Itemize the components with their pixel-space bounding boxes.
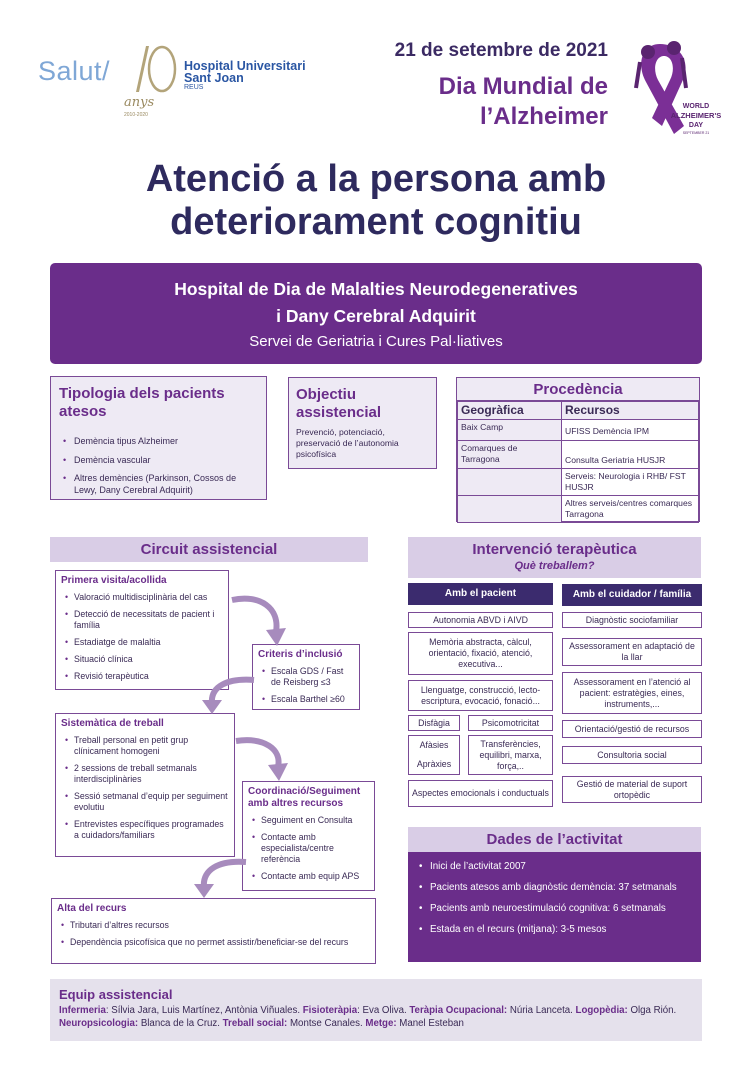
event-name-line2: l’Alzheimer — [479, 103, 608, 130]
equip-label: Treball social: — [222, 1017, 288, 1029]
tipologia-box — [50, 376, 267, 500]
ribbon-day-text: DAY — [688, 122, 704, 129]
criteris-box — [252, 644, 360, 710]
equip-names: : Sílvia Jara, Luis Martínez, Antònia Viñuales. — [105, 1005, 303, 1016]
list-item: • Escala GDS / Fast de Reisberg ≤3 — [258, 666, 354, 688]
ribbon-alzheimers-text: ALZHEIMER'S — [670, 111, 722, 120]
list-item: • Dependència psicofísica que no permet assistir/beneficiar-se del recurs — [57, 937, 370, 948]
cuidador-item: Assessorament en adaptació de la llar — [562, 638, 702, 666]
page-title-line2: deteriorament cognitiu — [170, 201, 582, 243]
table-cell: Altres serveis/centres comarques Tarragona — [562, 496, 699, 523]
list-item: • Sessió setmanal d’equip per seguiment evolutiu — [61, 791, 229, 813]
pacient-disfagia: Disfàgia — [408, 715, 460, 731]
curved-arrow-icon — [230, 590, 290, 650]
list-item: • Entrevistes específiques programades a cuidadors/familiars — [61, 819, 229, 841]
cuidador-item: Consultoria social — [562, 746, 702, 764]
pacient-afasies: Afàsies — [419, 740, 449, 750]
unit-name-line2: i Dany Cerebral Adquirit — [276, 306, 476, 326]
table-cell — [458, 469, 562, 496]
pacient-afasies-apraxies — [408, 735, 460, 775]
dades-box — [408, 827, 701, 962]
procedencia-col-geografica: Geogràfica — [458, 402, 562, 420]
hospital-name-line2: Sant Joan — [184, 71, 244, 85]
primera-visita-box — [55, 570, 229, 690]
equip-names: Núria Lanceta. — [507, 1005, 576, 1016]
table-cell: Consulta Geriatria HUSJR — [562, 441, 699, 469]
list-item: • Contacte amb especialista/centre referència — [248, 832, 369, 865]
list-item: • Estadiatge de malaltia — [61, 637, 223, 648]
curved-arrow-icon — [188, 858, 250, 900]
tipologia-list — [59, 436, 258, 496]
table-cell: Baix Camp — [458, 420, 562, 441]
procedencia-table — [456, 377, 700, 522]
event-name-line1: Dia Mundial de — [438, 73, 608, 100]
list-item: • Demència vascular — [59, 455, 258, 467]
unit-banner — [50, 263, 702, 364]
hospital-name — [184, 60, 306, 84]
equip-box — [50, 979, 702, 1041]
list-item: • Tributari d’altres recursos — [57, 920, 370, 931]
unit-name-line1: Hospital de Dia de Malalties Neurodegeneratives — [174, 279, 578, 299]
objectiu-text: Prevenció, potenciació, preservació de l’autonomia psicofísica — [296, 427, 399, 459]
equip-names: Montse Canales. — [287, 1017, 366, 1029]
sistematica-list — [61, 735, 229, 841]
salut-logo-text: Salut/ — [38, 56, 111, 86]
hospital-name-line1: Hospital Universitari — [184, 59, 306, 73]
col-header-cuidador: Amb el cuidador / família — [562, 584, 702, 606]
alta-box — [51, 898, 376, 964]
equip-label: Metge: — [365, 1017, 397, 1029]
equip-names: Olga Rión. — [627, 1005, 677, 1016]
event-name — [360, 72, 608, 132]
tipologia-title: Tipologia dels pacients atesos — [59, 385, 225, 420]
col-header-pacient: Amb el pacient — [408, 583, 553, 605]
list-item: • Estada en el recurs (mitjana): 3-5 mesos — [416, 924, 693, 936]
list-item: • 2 sessions de treball setmanals interdisciplinàries — [61, 763, 229, 785]
intervencio-subtitle: Què treballem? — [514, 560, 595, 572]
procedencia-col-recursos: Recursos — [562, 402, 699, 420]
pacient-autonomia: Autonomia ABVD i AIVD — [408, 612, 553, 628]
list-item: • Pacients amb neuroestimulació cognitiva: 6 setmanals — [416, 903, 693, 915]
curved-arrow-icon — [234, 735, 294, 783]
coordinacio-title: Coordinació/Seguiment amb altres recursos — [248, 786, 361, 809]
list-item: • Seguiment en Consulta — [248, 815, 369, 826]
objectiu-box — [288, 377, 437, 469]
sistematica-box — [55, 713, 235, 857]
list-item: • Valoració multidisciplinària del cas — [61, 592, 223, 603]
primera-visita-list — [61, 592, 223, 682]
table-cell — [458, 496, 562, 523]
cuidador-item: Diagnòstic sociofamiliar — [562, 612, 702, 628]
table-cell: UFISS Demència IPM — [562, 420, 699, 441]
equip-names: Manel Esteban — [396, 1017, 464, 1029]
procedencia-grid — [457, 401, 699, 523]
cuidador-item: Orientació/gestió de recursos — [562, 720, 702, 738]
event-date: 21 de setembre de 2021 — [394, 40, 608, 61]
list-item: • Detecció de necessitats de pacient i família — [61, 609, 223, 631]
page-title-line1: Atenció a la persona amb — [145, 158, 607, 200]
list-item: • Situació clínica — [61, 654, 223, 665]
criteris-title: Criteris d’inclusió — [258, 649, 343, 660]
curved-arrow-icon — [198, 676, 258, 716]
equip-label: Logopèdia: — [575, 1005, 628, 1016]
ribbon-september-text: SEPTEMBER 21 — [682, 131, 710, 135]
criteris-list — [258, 666, 354, 705]
pacient-memoria: Memòria abstracta, càlcul, orientació, fixació, atenció, executiva... — [408, 632, 553, 675]
primera-visita-title: Primera visita/acollida — [61, 575, 167, 586]
alta-title: Alta del recurs — [57, 903, 127, 914]
cuidador-item: Assessorament en l’atenció al pacient: estratègies, eines, instruments,... — [562, 672, 702, 714]
coordinacio-box — [242, 781, 375, 891]
coordinacio-list — [248, 815, 369, 882]
ribbon-world-text: WORLD — [682, 103, 710, 110]
cuidador-item: Gestió de material de suport ortopèdic — [562, 776, 702, 803]
service-name: Servei de Geriatria i Cures Pal·liatives — [249, 333, 503, 350]
sistematica-title: Sistemàtica de treball — [61, 718, 164, 729]
circuit-title: Circuit assistencial — [50, 537, 368, 562]
alzheimer-ribbon-icon — [612, 34, 732, 150]
equip-label: Fisioteràpia — [302, 1005, 358, 1016]
list-item: • Revisió terapèutica — [61, 671, 223, 682]
equip-title: Equip assistencial — [59, 987, 173, 1002]
page-title — [0, 158, 752, 244]
procedencia-title: Procedència — [457, 378, 699, 401]
pacient-psicomotricitat: Psicomotricitat — [468, 715, 553, 731]
pacient-llenguatge: Llenguatge, construcció, lecto-escriptura, evocació, fonació... — [408, 680, 553, 711]
equip-label: Infermeria — [59, 1005, 106, 1016]
objectiu-title: Objectiu assistencial — [296, 386, 382, 421]
list-item: • Contacte amb equip APS — [248, 871, 369, 882]
table-cell: Serveis: Neurologia i RHB/ FST HUSJR — [562, 469, 699, 496]
intervencio-title: Intervenció terapèutica — [472, 541, 637, 558]
list-item: • Treball personal en petit grup clínicament homogeni — [61, 735, 229, 757]
alta-list — [57, 920, 370, 948]
list-item: • Altres demències (Parkinson, Cossos de Lewy, Dany Cerebral Adquirit) — [59, 473, 258, 496]
logo-years-text: 2010-2020 — [124, 112, 148, 118]
list-item: • Demència tipus Alzheimer — [59, 436, 258, 448]
list-item: • Inici de l’activitat 2007 — [416, 861, 693, 873]
list-item: • Escala Barthel ≥60 — [258, 694, 354, 705]
equip-names: : Eva Oliva. — [357, 1005, 410, 1016]
hospital-city: REUS — [184, 84, 204, 91]
intervencio-header — [408, 537, 701, 578]
dades-title: Dades de l’activitat — [408, 827, 701, 852]
equip-names: Blanca de la Cruz. — [138, 1017, 223, 1029]
anys-logo-text: anys — [124, 95, 155, 110]
table-cell: Comarques de Tarragona — [458, 441, 562, 469]
equip-label: Neuropsicologia: — [59, 1017, 139, 1029]
list-item: • Pacients atesos amb diagnòstic demència: 37 setmanals — [416, 882, 693, 894]
equip-text — [59, 1005, 693, 1030]
pacient-apraxies: Apràxies — [416, 759, 452, 769]
dades-list — [408, 852, 701, 936]
pacient-aspectes: Aspectes emocionals i conductuals — [408, 780, 553, 807]
equip-label: Teràpia Ocupacional: — [409, 1005, 508, 1016]
pacient-transferencies: Transferències, equilibri, marxa, força,.. — [468, 735, 553, 775]
